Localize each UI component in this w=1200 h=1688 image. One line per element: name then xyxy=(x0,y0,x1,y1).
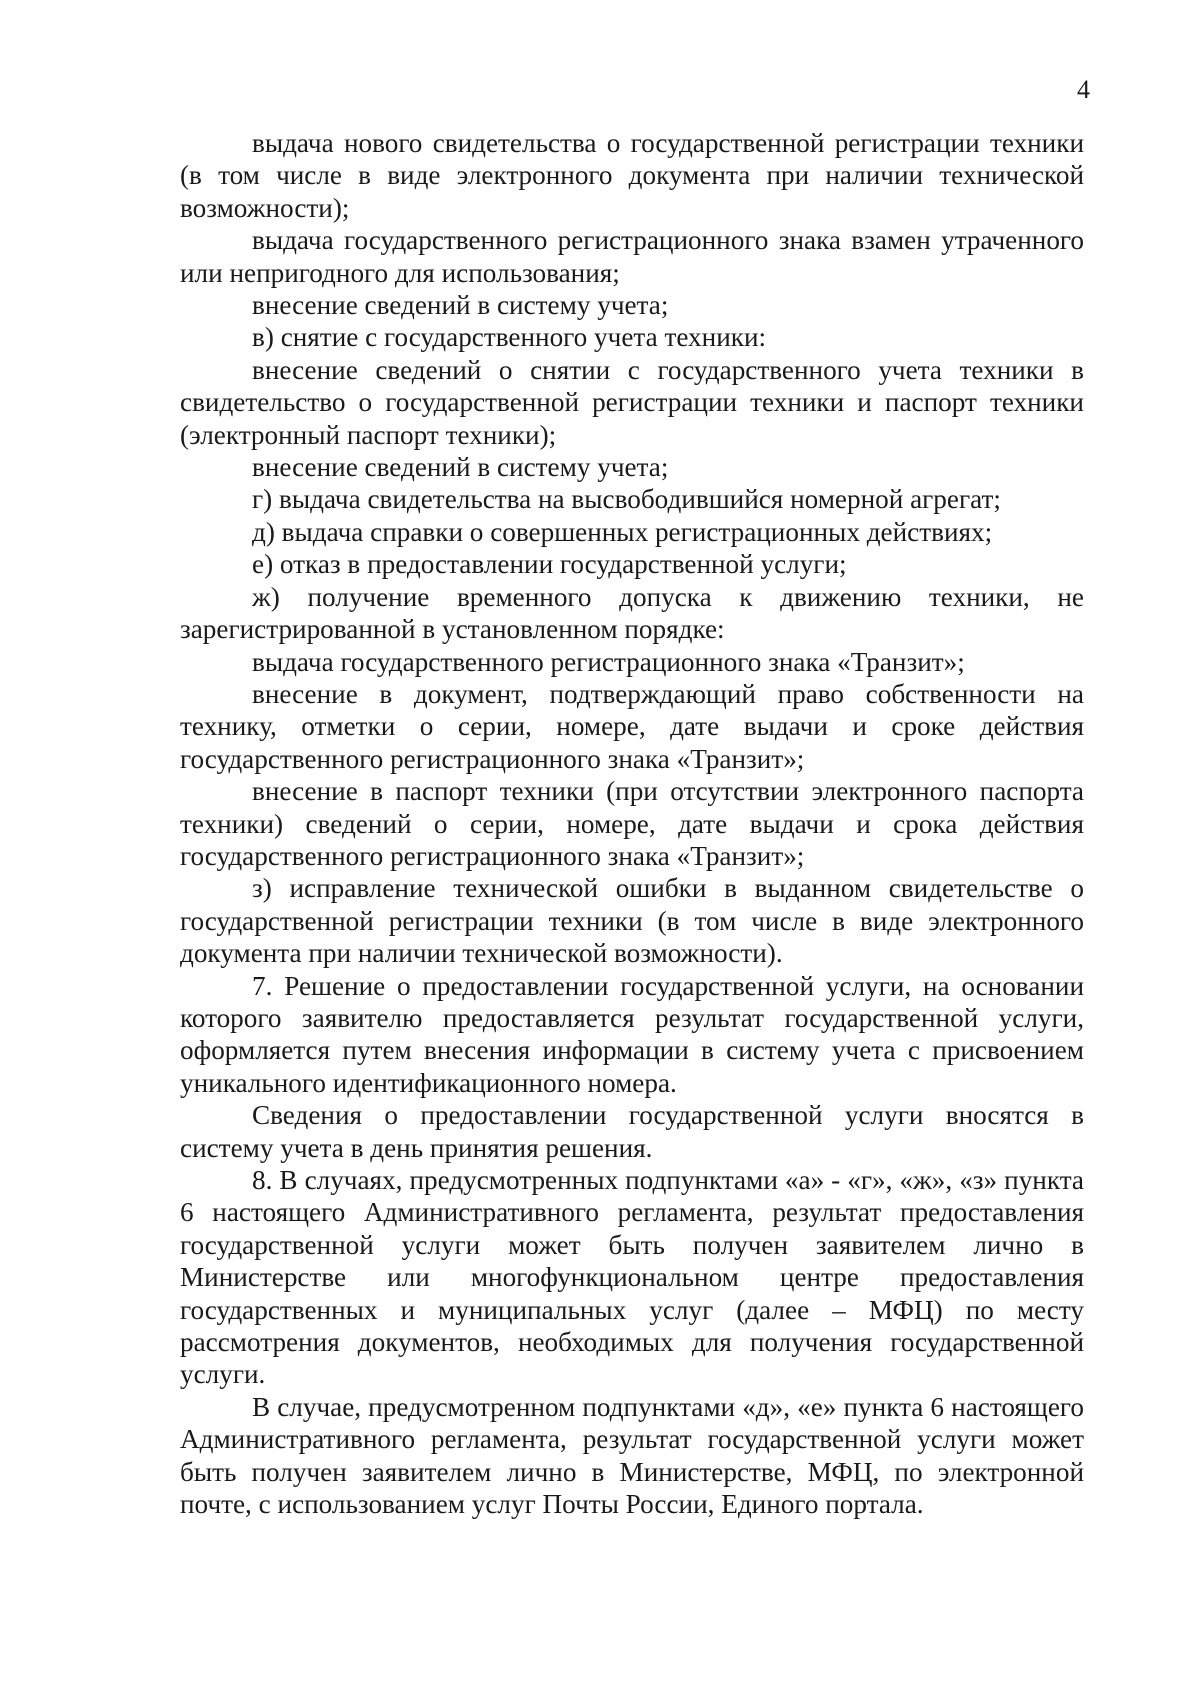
paragraph: внесение сведений в систему учета; xyxy=(252,290,669,321)
paragraph: внесение в паспорт техники (при отсутствии электронного паспорта техники) сведений о серии, номере, дате выдачи и срока действия государственного регистрационного знака «Транзит»; xyxy=(180,776,1084,871)
paragraph: д) выдача справки о совершенных регистрационных действиях; xyxy=(252,516,993,547)
paragraph: 7. Решение о предоставлении государственной услуги, на основании которого заявителю предоставляется результат государственной услуги, оформляется путем внесения информации в систему учета с присвоением уникального идентификационного номера. xyxy=(180,970,1084,1098)
paragraph: ж) получение временного допуска к движению техники, не зарегистрированной в установленном порядке: xyxy=(180,581,1084,645)
paragraph: 8. В случаях, предусмотренных подпунктами «а» - «г», «ж», «з» пункта 6 настоящего Административного регламента, результат предоставления государственной услуги может быть получен заявителем лично в Министерстве или многофункциональном центре предоставления государственных и муниципальных услуг (далее – МФЦ) по месту рассмотрения документов, необходимых для получения государственной услуги. xyxy=(180,1165,1084,1390)
paragraph: в) снятие с государственного учета техники: xyxy=(252,322,767,353)
paragraph: выдача государственного регистрационного знака «Транзит»; xyxy=(252,646,965,677)
page-number: 4 xyxy=(1077,75,1090,104)
paragraph: В случае, предусмотренном подпунктами «д», «е» пункта 6 настоящего Административного регламента, результат государственной услуги может быть получен заявителем лично в Министерстве, МФЦ, по электронной почте, с использованием услуг Почты России, Единого портала. xyxy=(180,1391,1084,1520)
paragraph: внесение сведений в систему учета; xyxy=(252,452,669,483)
document-body xyxy=(180,127,1084,1520)
paragraph: выдача нового свидетельства о государственной регистрации техники (в том числе в виде электронного документа при наличии технической возможности); xyxy=(180,128,1084,223)
paragraph: внесение в документ, подтверждающий право собственности на технику, отметки о серии, номере, дате выдачи и сроке действия государственного регистрационного знака «Транзит»; xyxy=(180,678,1084,774)
paragraph: внесение сведений о снятии с государственного учета техники в свидетельство о государственной регистрации техники и паспорт техники (электронный паспорт техники); xyxy=(180,354,1084,450)
paragraph: выдача государственного регистрационного знака взамен утраченного или непригодного для использования; xyxy=(180,225,1084,288)
paragraph: е) отказ в предоставлении государственной услуги; xyxy=(252,549,847,580)
paragraph: Сведения о предоставлении государственной услуги вносятся в систему учета в день принятия решения. xyxy=(180,1100,1084,1163)
paragraph: з) исправление технической ошибки в выданном свидетельстве о государственной регистрации техники (в том числе в виде электронного документа при наличии технической возможности). xyxy=(180,873,1084,969)
paragraph: г) выдача свидетельства на высвободившийся номерной агрегат; xyxy=(252,484,1001,515)
